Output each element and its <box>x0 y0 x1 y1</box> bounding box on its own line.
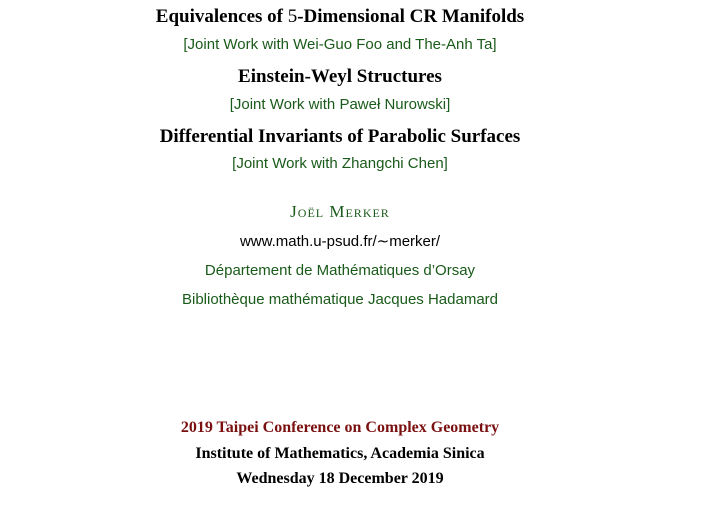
talk-2-joint-work: [Joint Work with Paweł Nurowski] <box>229 96 451 113</box>
author-library: Bibliothèque mathématique Jacques Hadamard <box>181 291 499 308</box>
institute-name: Institute of Mathematics, Academia Sinica <box>195 445 485 462</box>
conference-name: 2019 Taipei Conference on Complex Geometry <box>180 419 500 436</box>
talk-2-title: Einstein-Weyl Structures <box>238 66 442 87</box>
talk-1-title-pre: Equivalences of <box>155 6 288 27</box>
talk-1-title-number: 5 <box>287 6 298 27</box>
event-date: Wednesday 18 December 2019 <box>236 470 444 487</box>
author-department: Département de Mathématiques d’Orsay <box>204 262 476 279</box>
talk-1-title-post: -Dimensional CR Manifolds <box>297 6 525 27</box>
author-homepage-link[interactable]: www.math.u-psud.fr/∼merker/ <box>239 233 441 250</box>
talk-3-title: Differential Invariants of Parabolic Surfaces <box>159 126 521 147</box>
author-name: Joël Merker <box>290 202 390 221</box>
talk-3-joint-work: [Joint Work with Zhangchi Chen] <box>232 155 448 172</box>
talk-1-joint-work: [Joint Work with Wei-Guo Foo and The-Anh Ta] <box>183 36 497 53</box>
talk-1-title <box>0 6 680 28</box>
